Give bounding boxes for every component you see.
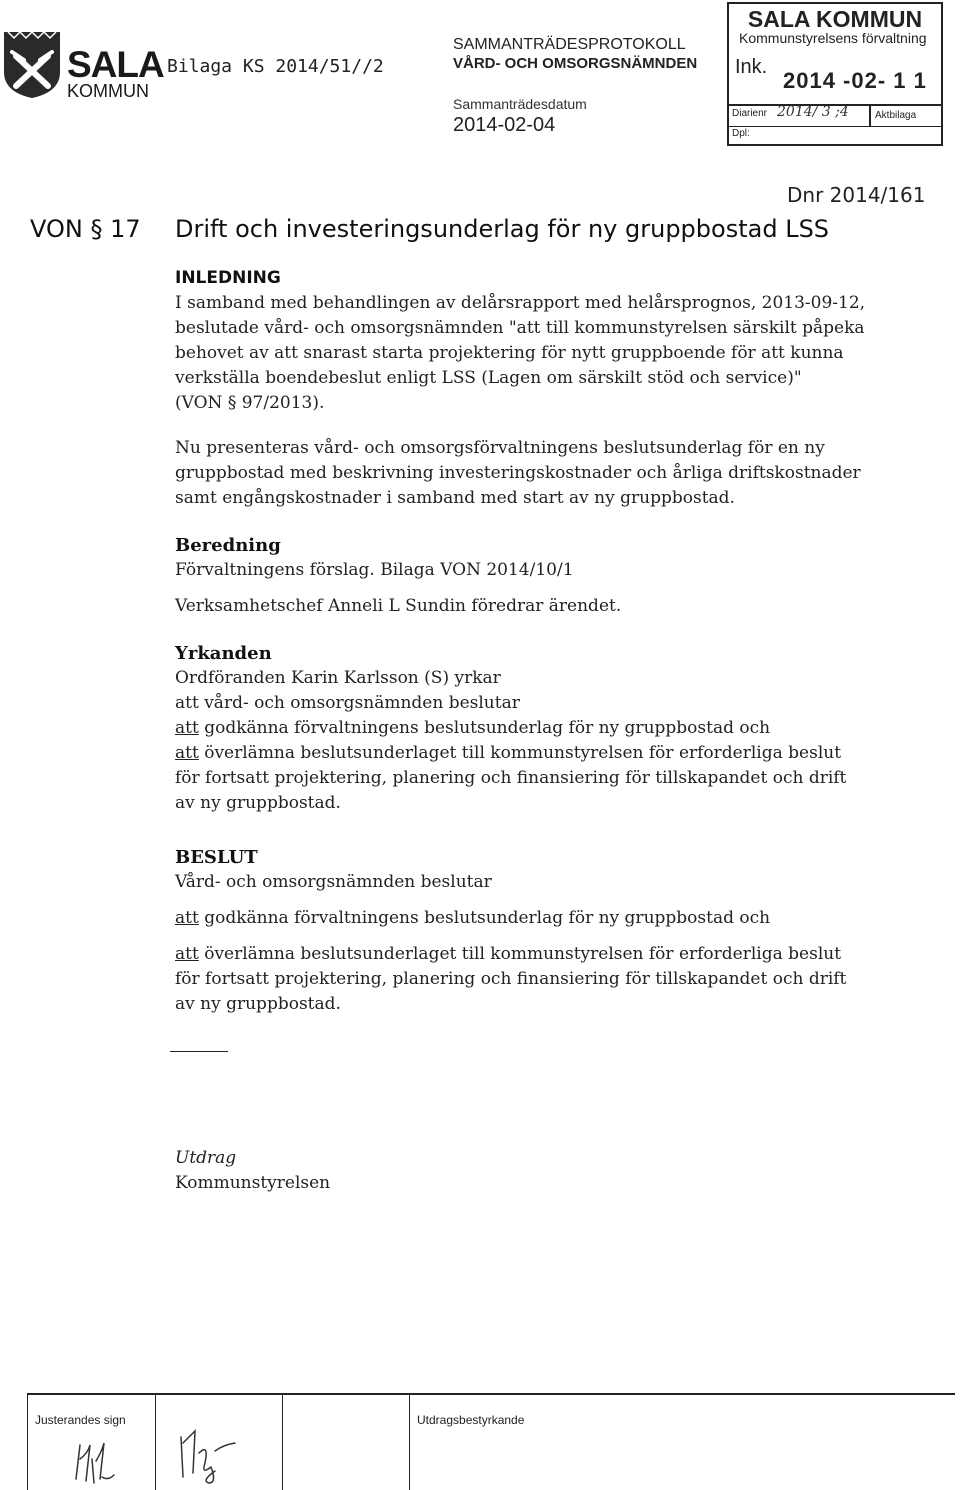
stamp-diarie-label: Diarienr — [732, 108, 768, 119]
inledning-block — [175, 266, 880, 416]
sign-cell-4 — [409, 1395, 954, 1490]
inledning-line: (VON § 97/2013). — [175, 393, 325, 413]
sign-cell-3 — [282, 1395, 410, 1490]
case-number: Dnr 2014/161 — [787, 183, 926, 207]
presentation-line: Nu presenteras vård- och omsorgsförvaltningens beslutsunderlag för en ny — [175, 438, 825, 458]
att-word: att — [175, 944, 199, 964]
section-separator — [170, 1051, 228, 1052]
att-word: att — [175, 743, 199, 763]
protocol-title: SAMMANTRÄDESPROTOKOLL — [453, 36, 686, 53]
utdrag-recipient: Kommunstyrelsen — [175, 1173, 331, 1193]
beslut-item-2-text: överlämna beslutsunderlaget till kommunstyrelsen för erforderliga beslut — [204, 944, 842, 964]
att-word: att — [175, 718, 199, 738]
board-name: VÅRD- OCH OMSORGSNÄMNDEN — [453, 55, 698, 72]
att-word: att — [175, 908, 199, 928]
inledning-line: I samband med behandlingen av delårsrapport med helårsprognos, 2013-09-12, — [175, 293, 866, 313]
signature-initials-2 — [175, 1423, 255, 1485]
justerandes-sign-label: Justerandes sign — [35, 1413, 126, 1427]
logo-name: SALA — [67, 44, 164, 85]
beslut-item-1-text: godkänna förvaltningens beslutsunderlag för ny gruppbostad och — [204, 908, 771, 928]
stamp-dpl-label: Dpl: — [732, 128, 750, 139]
beredning-block — [175, 533, 880, 619]
logo-subtitle: KOMMUN — [67, 81, 149, 101]
stamp-diarie-row — [729, 104, 941, 127]
inledning-line: beslutade vård- och omsorgsnämnden "att till kommunstyrelsen särskilt påpeka — [175, 318, 865, 338]
section-number: VON § 17 — [30, 215, 141, 243]
section-title: Drift och investeringsunderlag för ny gruppbostad LSS — [175, 215, 830, 243]
beslut-item-2-cont: av ny gruppbostad. — [175, 994, 341, 1014]
beredning-heading: Beredning — [175, 535, 281, 556]
yrkanden-line: Ordföranden Karin Karlsson (S) yrkar — [175, 668, 501, 688]
yrkanden-item-2 — [175, 741, 880, 766]
signature-initials-1 — [72, 1439, 122, 1487]
meeting-date-label: Sammanträdesdatum — [453, 96, 587, 112]
stamp-received-date: 2014 -02- 1 1 — [783, 68, 927, 93]
beslut-item-2-cont: för fortsatt projektering, planering och finansiering för tillskapandet och drift — [175, 969, 847, 989]
beslut-item-1 — [175, 906, 880, 931]
stamp-diarie-handwritten: 2014/ 3 ;4 — [777, 104, 849, 120]
yrkanden-line: att vård- och omsorgsnämnden beslutar — [175, 693, 520, 713]
yrkanden-item-2-cont: för fortsatt projektering, planering och finansiering för tillskapandet och drift — [175, 768, 847, 788]
yrkanden-heading: Yrkanden — [175, 643, 272, 664]
beslut-intro: Vård- och omsorgsnämnden beslutar — [175, 872, 492, 892]
inledning-heading: INLEDNING — [175, 268, 281, 288]
yrkanden-item-2-text: överlämna beslutsunderlaget till kommunstyrelsen för erforderliga beslut — [204, 743, 842, 763]
signature-table — [27, 1393, 955, 1490]
inledning-line: verkställa boendebeslut enligt LSS (Lagen om särskilt stöd och service)" — [175, 368, 802, 388]
crest-icon — [2, 30, 62, 100]
sign-cell-2 — [155, 1395, 283, 1490]
beredning-presenter: Verksamhetschef Anneli L Sundin föredrar ärendet. — [175, 596, 622, 616]
inledning-line: behovet av att snarast starta projektering för nytt gruppboende för att kunna — [175, 343, 844, 363]
attachment-reference: Bilaga KS 2014/51//2 — [167, 56, 384, 77]
stamp-department: Kommunstyrelsens förvaltning — [739, 30, 927, 46]
yrkanden-item-1 — [175, 716, 880, 741]
stamp-ink-label: Ink. — [735, 56, 768, 78]
stamp-org: SALA KOMMUN — [747, 6, 923, 32]
stamp-aktbilaga-label: Aktbilaga — [869, 106, 916, 126]
sign-cell-1 — [28, 1395, 156, 1490]
municipality-crest — [2, 30, 62, 100]
beredning-proposal: Förvaltningens förslag. Bilaga VON 2014/10/1 — [175, 560, 574, 580]
meeting-date: 2014-02-04 — [453, 114, 556, 136]
beslut-block — [175, 845, 880, 1017]
presentation-line: gruppbostad med beskrivning investeringskostnader och årliga driftskostnader — [175, 463, 861, 483]
received-stamp — [727, 2, 943, 146]
yrkanden-block — [175, 641, 880, 816]
beslut-item-2 — [175, 942, 880, 967]
yrkanden-item-2-cont: av ny gruppbostad. — [175, 793, 341, 813]
yrkanden-item-1-text: godkänna förvaltningens beslutsunderlag för ny gruppbostad och — [204, 718, 771, 738]
utdrag-label: Utdrag — [175, 1148, 237, 1168]
beslut-heading: BESLUT — [175, 847, 258, 868]
utdrag-block — [175, 1146, 880, 1196]
presentation-line: samt engångskostnader i samband med start av ny gruppbostad. — [175, 488, 735, 508]
presentation-block — [175, 436, 880, 511]
utdragsbestyrkande-label: Utdragsbestyrkande — [417, 1413, 525, 1427]
